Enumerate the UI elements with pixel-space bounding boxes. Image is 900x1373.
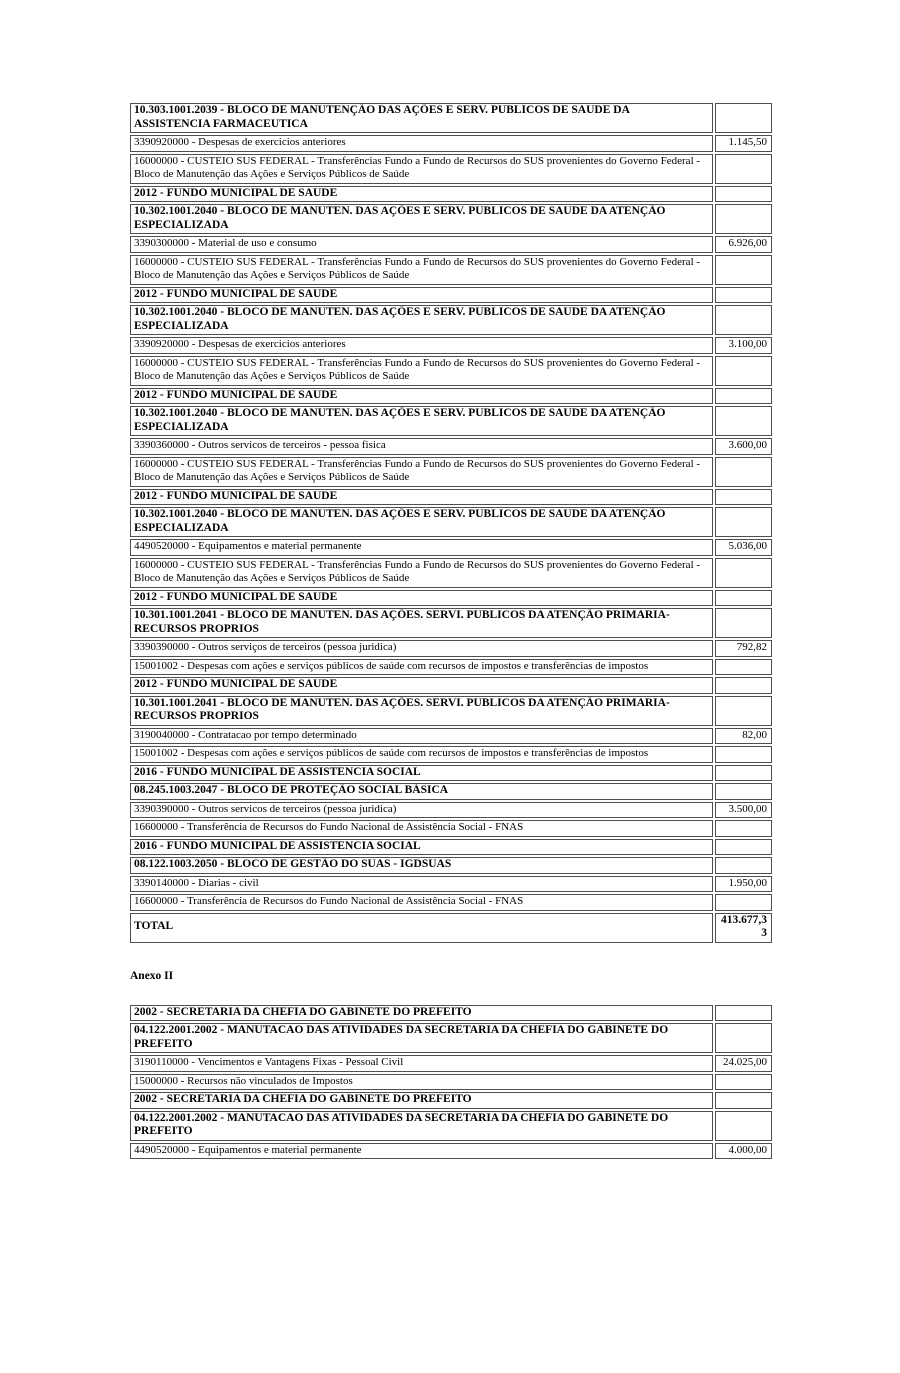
table-row: [130, 746, 772, 763]
table-row: [130, 356, 772, 386]
table-row: [130, 539, 772, 556]
row-description: 16600000 - Transferência de Recursos do Fundo Nacional de Assistência Social - FNAS: [130, 820, 713, 837]
row-value: 3.500,00: [715, 802, 772, 819]
row-value: 5.036,00: [715, 539, 772, 556]
table-row: [130, 438, 772, 455]
row-description: 16000000 - CUSTEIO SUS FEDERAL - Transferências Fundo a Fundo de Recursos do SUS provenientes do Governo Federal - Bloco de Manutenção das Ações e Serviços Públicos de Saúde: [130, 457, 713, 487]
row-value: [715, 590, 772, 607]
row-description: 16000000 - CUSTEIO SUS FEDERAL - Transferências Fundo a Fundo de Recursos do SUS provenientes do Governo Federal - Bloco de Manutenção das Ações e Serviços Públicos de Saúde: [130, 356, 713, 386]
row-description: 10.301.1001.2041 - BLOCO DE MANUTEN. DAS AÇÕES. SERVI. PUBLICOS DA ATENÇÃO PRIMARIA- RECURSOS PROPRIOS: [130, 696, 713, 726]
budget-table-anexo2: [128, 1003, 774, 1162]
table-row: [130, 783, 772, 800]
row-value: 792,82: [715, 640, 772, 657]
table-row: [130, 1074, 772, 1091]
row-description: 3390920000 - Despesas de exercicios anteriores: [130, 337, 713, 354]
table-row: [130, 103, 772, 133]
row-value: [715, 406, 772, 436]
anexo2-section: [128, 1003, 776, 1162]
table-row: [130, 1143, 772, 1160]
row-value: 24.025,00: [715, 1055, 772, 1072]
row-description: 3390360000 - Outros servicos de terceiros - pessoa fisica: [130, 438, 713, 455]
row-description: 2016 - FUNDO MUNICIPAL DE ASSISTENCIA SOCIAL: [130, 765, 713, 782]
row-description: 15000000 - Recursos não vinculados de Impostos: [130, 1074, 713, 1091]
row-value: [715, 1023, 772, 1053]
row-value: [715, 558, 772, 588]
table-row: [130, 876, 772, 893]
row-description: 10.302.1001.2040 - BLOCO DE MANUTEN. DAS AÇÕES E SERV. PUBLICOS DE SAUDE DA ATENÇÃO ESPECIALIZADA: [130, 204, 713, 234]
row-value: [715, 820, 772, 837]
row-value: [715, 457, 772, 487]
row-value: 6.926,00: [715, 236, 772, 253]
row-value: [715, 746, 772, 763]
table-row: [130, 1023, 772, 1053]
row-value: [715, 1005, 772, 1022]
row-value: [715, 154, 772, 184]
row-description: 2012 - FUNDO MUNICIPAL DE SAUDE: [130, 590, 713, 607]
row-value: 3.600,00: [715, 438, 772, 455]
table-row: [130, 406, 772, 436]
table-row: [130, 507, 772, 537]
table-row: [130, 677, 772, 694]
table-row: [130, 135, 772, 152]
row-description: 16000000 - CUSTEIO SUS FEDERAL - Transferências Fundo a Fundo de Recursos do SUS provenientes do Governo Federal - Bloco de Manutenção das Ações e Serviços Públicos de Saúde: [130, 255, 713, 285]
table-row: [130, 186, 772, 203]
row-value: 82,00: [715, 728, 772, 745]
table-row: [130, 1111, 772, 1141]
row-description: 2002 - SECRETARIA DA CHEFIA DO GABINETE DO PREFEITO: [130, 1005, 713, 1022]
table-row: [130, 337, 772, 354]
row-description: 04.122.2001.2002 - MANUTACAO DAS ATIVIDADES DA SECRETARIA DA CHEFIA DO GABINETE DO PREFEITO: [130, 1111, 713, 1141]
row-description: 10.301.1001.2041 - BLOCO DE MANUTEN. DAS AÇÕES. SERVI. PUBLICOS DA ATENÇÃO PRIMARIA- RECURSOS PROPRIOS: [130, 608, 713, 638]
row-value: 1.950,00: [715, 876, 772, 893]
row-value: 3.100,00: [715, 337, 772, 354]
row-description: 2012 - FUNDO MUNICIPAL DE SAUDE: [130, 388, 713, 405]
row-description: 16000000 - CUSTEIO SUS FEDERAL - Transferências Fundo a Fundo de Recursos do SUS provenientes do Governo Federal - Bloco de Manutenção das Ações e Serviços Públicos de Saúde: [130, 154, 713, 184]
budget-table-anexo2-body: [130, 1005, 772, 1160]
table-row: [130, 204, 772, 234]
table-row: [130, 388, 772, 405]
row-value: [715, 356, 772, 386]
table-row: [130, 820, 772, 837]
row-description: 2012 - FUNDO MUNICIPAL DE SAUDE: [130, 287, 713, 304]
row-value: 413.677,33: [715, 913, 772, 943]
row-description: 2012 - FUNDO MUNICIPAL DE SAUDE: [130, 186, 713, 203]
table-row: [130, 857, 772, 874]
row-description: 15001002 - Despesas com ações e serviços públicos de saúde com recursos de impostos e transferências de impostos: [130, 746, 713, 763]
table-row: [130, 287, 772, 304]
table-row: [130, 457, 772, 487]
row-description: 10.303.1001.2039 - BLOCO DE MANUTENÇÃO DAS AÇÕES E SERV. PUBLICOS DE SAUDE DA ASSISTENCIA FARMACEUTICA: [130, 103, 713, 133]
row-description: 15001002 - Despesas com ações e serviços públicos de saúde com recursos de impostos e transferências de impostos: [130, 659, 713, 676]
row-value: [715, 608, 772, 638]
table-row: [130, 1092, 772, 1109]
table-row: [130, 894, 772, 911]
row-description: 3390390000 - Outros serviços de terceiros (pessoa juridica): [130, 640, 713, 657]
row-value: [715, 1092, 772, 1109]
row-description: 4490520000 - Equipamentos e material permanente: [130, 1143, 713, 1160]
row-value: [715, 659, 772, 676]
row-value: [715, 507, 772, 537]
table-row: [130, 558, 772, 588]
row-value: [715, 388, 772, 405]
row-value: [715, 1074, 772, 1091]
row-value: [715, 186, 772, 203]
table-row: [130, 765, 772, 782]
row-value: [715, 857, 772, 874]
row-value: [715, 255, 772, 285]
table-row: [130, 489, 772, 506]
row-value: [715, 1111, 772, 1141]
table-row: [130, 728, 772, 745]
table-row: [130, 659, 772, 676]
row-description: 3190040000 - Contratacao por tempo determinado: [130, 728, 713, 745]
table-row: [130, 255, 772, 285]
row-value: [715, 204, 772, 234]
row-description: 08.122.1003.2050 - BLOCO DE GESTÃO DO SUAS - IGDSUAS: [130, 857, 713, 874]
budget-table-anexo1-body: [130, 103, 772, 943]
anexo-ii-heading: Anexo II: [130, 969, 174, 982]
row-description: TOTAL: [130, 913, 713, 943]
table-row: [130, 1005, 772, 1022]
row-description: 4490520000 - Equipamentos e material permanente: [130, 539, 713, 556]
row-value: [715, 305, 772, 335]
row-description: 3390920000 - Despesas de exercicios anteriores: [130, 135, 713, 152]
row-value: [715, 696, 772, 726]
table-row: [130, 154, 772, 184]
budget-table-anexo1: [128, 101, 774, 945]
table-row: [130, 802, 772, 819]
row-description: 16600000 - Transferência de Recursos do Fundo Nacional de Assistência Social - FNAS: [130, 894, 713, 911]
table-row: [130, 590, 772, 607]
table-row: [130, 696, 772, 726]
row-value: [715, 287, 772, 304]
row-value: [715, 783, 772, 800]
row-description: 10.302.1001.2040 - BLOCO DE MANUTEN. DAS AÇÕES E SERV. PUBLICOS DE SAUDE DA ATENÇÃO ESPECIALIZADA: [130, 406, 713, 436]
row-value: [715, 765, 772, 782]
table-total-row: [130, 913, 772, 943]
row-value: [715, 677, 772, 694]
row-value: [715, 839, 772, 856]
row-description: 3390390000 - Outros servicos de terceiros (pessoa juridica): [130, 802, 713, 819]
row-description: 2012 - FUNDO MUNICIPAL DE SAUDE: [130, 677, 713, 694]
table-row: [130, 1055, 772, 1072]
row-description: 10.302.1001.2040 - BLOCO DE MANUTEN. DAS AÇÕES E SERV. PUBLICOS DE SAUDE DA ATENÇÃO ESPECIALIZADA: [130, 507, 713, 537]
row-value: [715, 489, 772, 506]
table-row: [130, 305, 772, 335]
row-value: [715, 894, 772, 911]
row-description: 16000000 - CUSTEIO SUS FEDERAL - Transferências Fundo a Fundo de Recursos do SUS provenientes do Governo Federal - Bloco de Manutenção das Ações e Serviços Públicos de Saúde: [130, 558, 713, 588]
row-description: 2016 - FUNDO MUNICIPAL DE ASSISTENCIA SOCIAL: [130, 839, 713, 856]
row-description: 08.245.1003.2047 - BLOCO DE PROTEÇÃO SOCIAL BÁSICA: [130, 783, 713, 800]
row-description: 2012 - FUNDO MUNICIPAL DE SAUDE: [130, 489, 713, 506]
row-description: 10.302.1001.2040 - BLOCO DE MANUTEN. DAS AÇÕES E SERV. PUBLICOS DE SAUDE DA ATENÇÃO ESPECIALIZADA: [130, 305, 713, 335]
table-row: [130, 839, 772, 856]
row-value: 4.000,00: [715, 1143, 772, 1160]
row-description: 3390300000 - Material de uso e consumo: [130, 236, 713, 253]
document-content: [128, 101, 776, 1161]
table-row: [130, 236, 772, 253]
row-value: 1.145,50: [715, 135, 772, 152]
row-description: 2002 - SECRETARIA DA CHEFIA DO GABINETE DO PREFEITO: [130, 1092, 713, 1109]
table-row: [130, 608, 772, 638]
row-value: [715, 103, 772, 133]
row-description: 04.122.2001.2002 - MANUTACAO DAS ATIVIDADES DA SECRETARIA DA CHEFIA DO GABINETE DO PREFEITO: [130, 1023, 713, 1053]
table-row: [130, 640, 772, 657]
row-description: 3390140000 - Diarias - civil: [130, 876, 713, 893]
row-description: 3190110000 - Vencimentos e Vantagens Fixas - Pessoal Civil: [130, 1055, 713, 1072]
